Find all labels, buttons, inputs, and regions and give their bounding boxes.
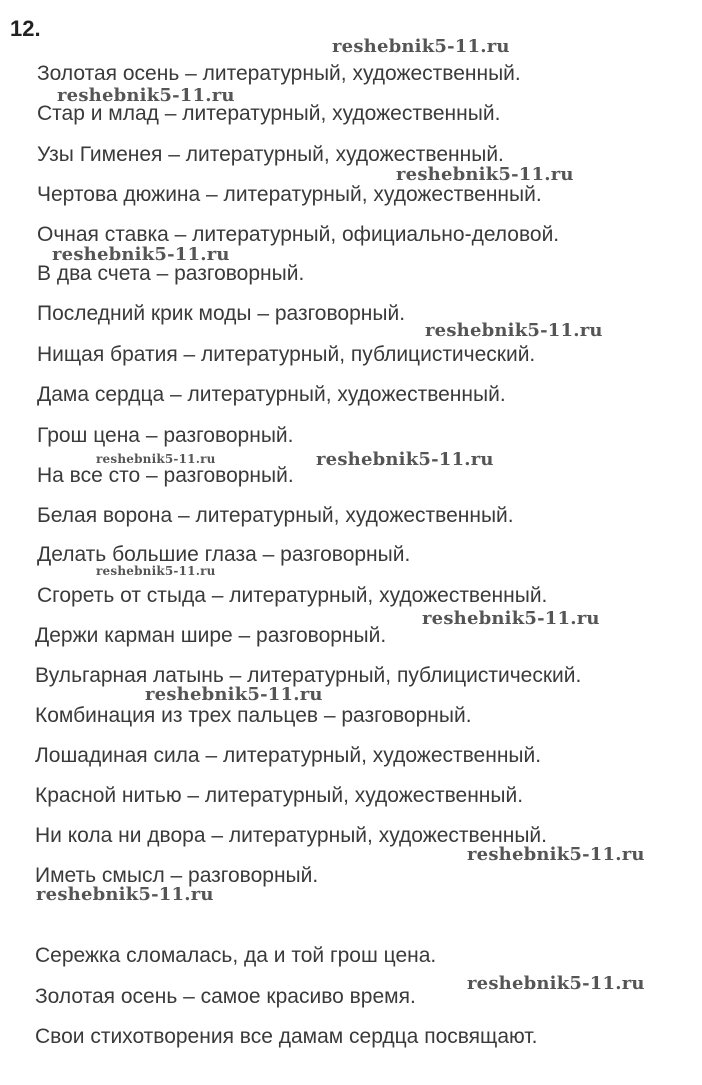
watermark: reshebnik5-11.ru <box>57 85 235 106</box>
phrase-line: Иметь смысл – разговорный. <box>35 864 319 887</box>
watermark: reshebnik5-11.ru <box>422 608 600 629</box>
phrase-line: Ни кола ни двора – литературный, художественный. <box>35 824 547 847</box>
task-number: 12. <box>10 16 41 41</box>
sentence-line: Сережка сломалась, да и той грош цена. <box>35 944 437 967</box>
sentence-line: Золотая осень – самое красиво время. <box>35 985 416 1008</box>
watermark: reshebnik5-11.ru <box>52 244 230 265</box>
phrase-line: Белая ворона – литературный, художественный. <box>37 504 514 527</box>
phrase-line: Узы Гименея – литературный, художественный. <box>37 143 504 166</box>
phrase-line: Держи карман шире – разговорный. <box>35 624 387 647</box>
phrase-line: Последний крик моды – разговорный. <box>37 302 406 325</box>
phrase-line: Стар и млад – литературный, художественный. <box>37 102 501 125</box>
watermark: reshebnik5-11.ru <box>96 452 216 466</box>
watermark: reshebnik5-11.ru <box>36 884 214 905</box>
watermark: reshebnik5-11.ru <box>96 564 216 578</box>
watermark: reshebnik5-11.ru <box>332 36 510 57</box>
sentence-line: Свои стихотворения все дамам сердца посвящают. <box>35 1025 538 1048</box>
phrase-line: Нищая братия – литературный, публицистический. <box>37 343 536 366</box>
watermark: reshebnik5-11.ru <box>396 164 574 185</box>
phrase-line: Красной нитью – литературный, художественный. <box>35 784 524 807</box>
phrase-line: Комбинация из трех пальцев – разговорный. <box>35 704 472 727</box>
phrase-line: Дама сердца – литературный, художественный. <box>37 383 506 406</box>
phrase-line: В два счета – разговорный. <box>37 262 305 285</box>
phrase-line: Чертова дюжина – литературный, художественный. <box>37 183 542 206</box>
watermark: reshebnik5-11.ru <box>425 320 603 341</box>
phrase-line: Вульгарная латынь – литературный, публицистический. <box>35 664 582 687</box>
phrase-line: Золотая осень – литературный, художественный. <box>37 62 521 85</box>
phrase-line: На все сто – разговорный. <box>37 464 294 487</box>
watermark: reshebnik5-11.ru <box>145 684 323 705</box>
phrase-line: Сгореть от стыда – литературный, художественный. <box>37 584 548 607</box>
watermark: reshebnik5-11.ru <box>316 449 494 470</box>
phrase-line: Лошадиная сила – литературный, художественный. <box>35 744 542 767</box>
phrase-line: Грош цена – разговорный. <box>37 424 294 447</box>
phrase-line: Делать большие глаза – разговорный. <box>37 543 411 566</box>
watermark: reshebnik5-11.ru <box>467 973 645 994</box>
phrase-line: Очная ставка – литературный, официально-деловой. <box>37 223 560 246</box>
watermark: reshebnik5-11.ru <box>467 844 645 865</box>
